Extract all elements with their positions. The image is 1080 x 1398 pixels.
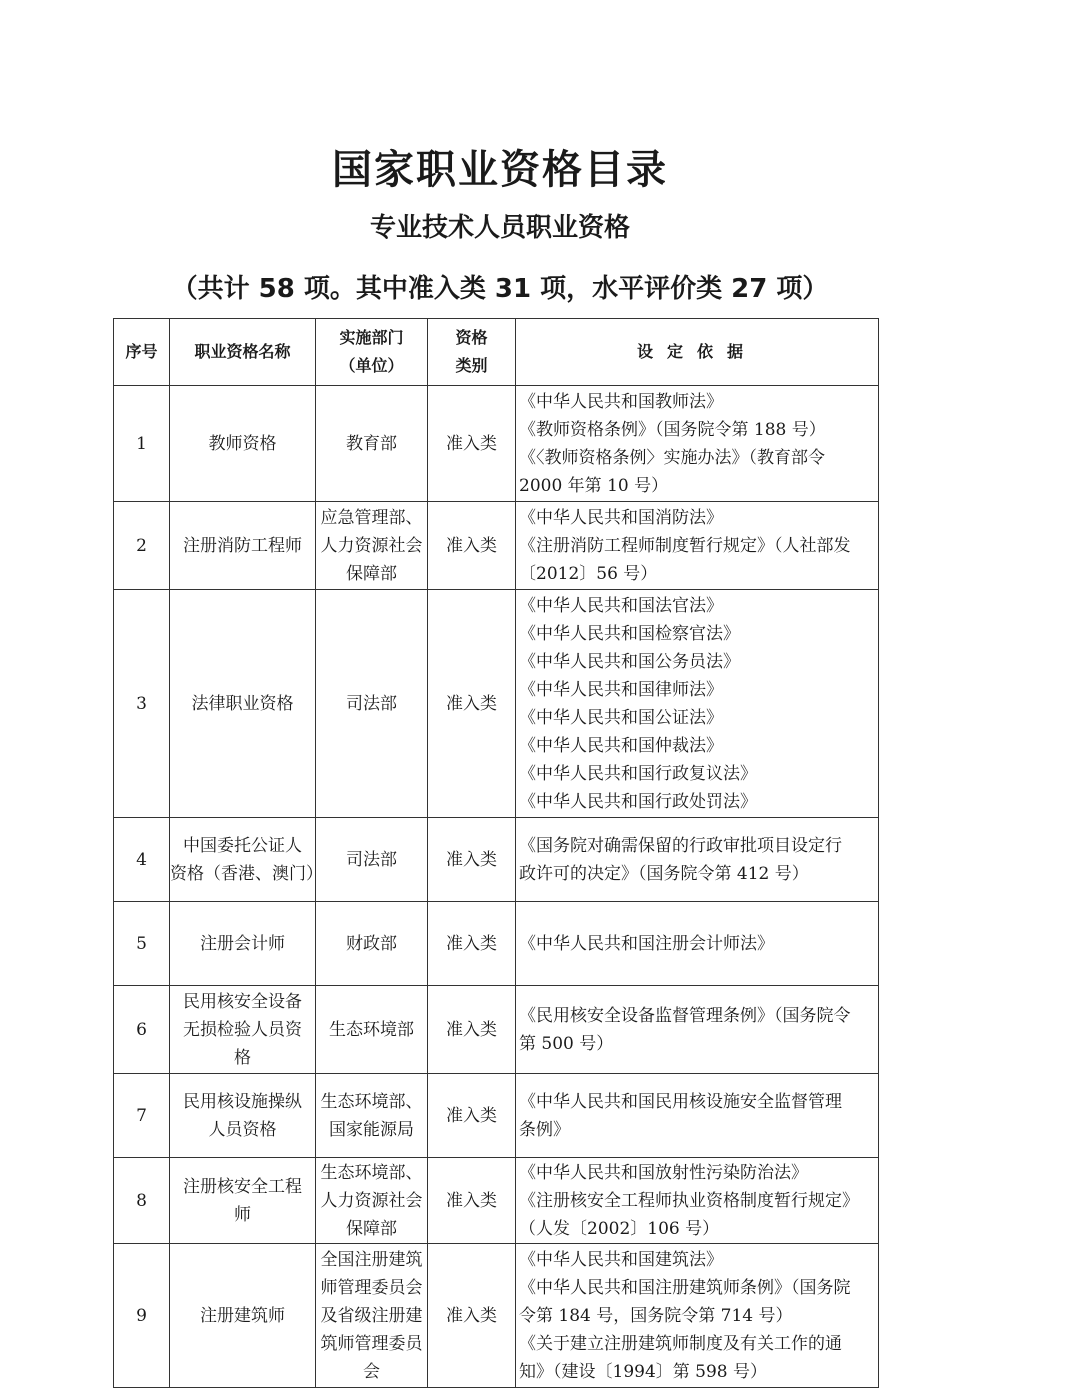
header-basis: 设定依据 — [516, 319, 879, 386]
qualification-name-line: 民用核安全设备 — [183, 991, 302, 1012]
department-line: 全国注册建筑 — [320, 1249, 423, 1270]
qualification-name — [170, 818, 323, 902]
qualification-name — [170, 1244, 316, 1388]
department-line: 生态环境部、 — [320, 1162, 423, 1183]
legal-basis-line: 〔2012〕56 号） — [519, 563, 658, 584]
implementing-department — [316, 902, 428, 986]
header-type — [428, 319, 516, 386]
legal-basis-line: 《中华人民共和国行政处罚法》 — [519, 791, 757, 812]
legal-basis-line: 《教师资格条例》（国务院令第 188 号） — [519, 419, 826, 440]
header-type-line: 类别 — [455, 356, 488, 375]
qualification-name-line: 教师资格 — [208, 433, 277, 454]
row-number: 9 — [114, 1244, 170, 1388]
qualification-name-line: 格 — [234, 1047, 251, 1068]
legal-basis — [516, 386, 879, 502]
legal-basis — [516, 590, 879, 818]
row-number: 7 — [114, 1074, 170, 1158]
row-number: 6 — [114, 986, 170, 1074]
table-row — [114, 502, 879, 590]
department-line: 保障部 — [346, 563, 397, 584]
row-number: 8 — [114, 1158, 170, 1244]
qualification-type: 准入类 — [428, 1074, 516, 1158]
legal-basis-line: 2000 年第 10 号） — [519, 475, 669, 496]
legal-basis-line: 《中华人民共和国民用核设施安全监督管理 — [519, 1091, 842, 1112]
qualification-name-line: 资格（香港、澳门） — [170, 863, 323, 884]
header-dept-line: （单位） — [339, 356, 404, 375]
qualification-type: 准入类 — [428, 986, 516, 1074]
header-dept-line: 实施部门 — [339, 328, 404, 347]
legal-basis-line: 《中华人民共和国注册建筑师条例》（国务院 — [519, 1277, 851, 1298]
qualification-name-line: 师 — [234, 1204, 251, 1225]
department-line: 生态环境部 — [329, 1019, 414, 1040]
legal-basis-line: 《中华人民共和国行政复议法》 — [519, 763, 757, 784]
legal-basis-line: 知》（建设〔1994〕第 598 号） — [519, 1361, 768, 1382]
qualification-type: 准入类 — [428, 902, 516, 986]
qualification-name — [170, 502, 316, 590]
implementing-department — [316, 502, 428, 590]
table-row — [114, 818, 879, 902]
department-line: 筑师管理委员 — [320, 1333, 423, 1354]
legal-basis-line: 令第 184 号，国务院令第 714 号） — [519, 1305, 793, 1326]
legal-basis-line: 《中华人民共和国公证法》 — [519, 707, 723, 728]
table-row — [114, 386, 879, 502]
implementing-department — [316, 986, 428, 1074]
department-line: 师管理委员会 — [320, 1277, 423, 1298]
legal-basis-line: 《注册消防工程师制度暂行规定》（人社部发 — [519, 535, 851, 556]
table-row — [114, 1244, 879, 1388]
legal-basis-line: 政许可的决定》（国务院令第 412 号） — [519, 863, 809, 884]
legal-basis-line: 《中华人民共和国公务员法》 — [519, 651, 740, 672]
implementing-department — [316, 818, 428, 902]
qualification-type: 准入类 — [428, 818, 516, 902]
legal-basis-line: 《中华人民共和国检察官法》 — [519, 623, 740, 644]
implementing-department — [316, 590, 428, 818]
table-row — [114, 986, 879, 1074]
legal-basis-line: （人发〔2002〕106 号） — [519, 1218, 720, 1239]
row-number: 5 — [114, 902, 170, 986]
qualification-type: 准入类 — [428, 1244, 516, 1388]
implementing-department — [316, 1074, 428, 1158]
department-line: 应急管理部、 — [320, 507, 423, 528]
qualification-name — [170, 986, 316, 1074]
page-title: 国家职业资格目录 — [332, 147, 668, 193]
header-name: 职业资格名称 — [170, 319, 316, 386]
qualification-name-line: 无损检验人员资 — [183, 1019, 302, 1040]
page-subtitle: 专业技术人员职业资格 — [369, 213, 630, 243]
table-row — [114, 1074, 879, 1158]
legal-basis-line: 《中华人民共和国放射性污染防治法》 — [519, 1162, 808, 1183]
qualification-name-line: 中国委托公证人 — [183, 835, 302, 856]
legal-basis — [516, 1074, 879, 1158]
qualification-name-line: 注册消防工程师 — [183, 535, 302, 556]
legal-basis — [516, 902, 879, 986]
legal-basis — [516, 502, 879, 590]
legal-basis-line: 条例》 — [519, 1119, 570, 1140]
department-line: 国家能源局 — [329, 1119, 414, 1140]
legal-basis-line: 《中华人民共和国律师法》 — [519, 679, 723, 700]
department-line: 司法部 — [346, 693, 397, 714]
department-line: 保障部 — [346, 1218, 397, 1239]
qualification-name-line: 注册核安全工程 — [183, 1176, 302, 1197]
legal-basis — [516, 818, 879, 902]
header-dept — [316, 319, 428, 386]
qualification-name-line: 人员资格 — [208, 1119, 277, 1140]
qualification-name-line: 注册建筑师 — [200, 1305, 285, 1326]
legal-basis-line: 《民用核安全设备监督管理条例》（国务院令 — [519, 1005, 851, 1026]
qualification-name — [170, 590, 316, 818]
legal-basis-line: 《中华人民共和国仲裁法》 — [519, 735, 723, 756]
legal-basis-line: 《中华人民共和国注册会计师法》 — [519, 933, 774, 954]
legal-basis-line: 第 500 号） — [519, 1033, 614, 1054]
legal-basis-line: 《〈教师资格条例〉实施办法》（教育部令 — [519, 447, 825, 468]
legal-basis — [516, 1244, 879, 1388]
row-number: 1 — [114, 386, 170, 502]
table-body — [114, 386, 879, 1388]
implementing-department — [316, 1158, 428, 1244]
qualification-name-line: 注册会计师 — [200, 933, 285, 954]
table-row — [114, 902, 879, 986]
qualification-name-line: 民用核设施操纵 — [183, 1091, 302, 1112]
header-no: 序号 — [114, 319, 170, 386]
row-number: 2 — [114, 502, 170, 590]
department-line: 及省级注册建 — [320, 1305, 423, 1326]
legal-basis-line: 《注册核安全工程师执业资格制度暂行规定》 — [519, 1190, 859, 1211]
legal-basis-line: 《中华人民共和国消防法》 — [519, 507, 723, 528]
qualification-name-line: 法律职业资格 — [191, 693, 294, 714]
department-line: 人力资源社会 — [320, 535, 423, 556]
implementing-department — [316, 1244, 428, 1388]
department-line: 教育部 — [346, 433, 397, 454]
qualification-type: 准入类 — [428, 386, 516, 502]
qualification-type: 准入类 — [428, 502, 516, 590]
summary-line: （共计 58 项。其中准入类 31 项，水平评价类 27 项） — [171, 274, 829, 304]
qualification-type: 准入类 — [428, 590, 516, 818]
qualification-name — [170, 902, 316, 986]
department-line: 司法部 — [346, 849, 397, 870]
department-line: 生态环境部、 — [320, 1091, 423, 1112]
qualification-name — [170, 386, 316, 502]
row-number: 4 — [114, 818, 170, 902]
legal-basis-line: 《国务院对确需保留的行政审批项目设定行 — [519, 835, 842, 856]
legal-basis — [516, 1158, 879, 1244]
qualification-name — [170, 1158, 316, 1244]
implementing-department — [316, 386, 428, 502]
row-number: 3 — [114, 590, 170, 818]
department-line: 人力资源社会 — [320, 1190, 423, 1211]
header-type-line: 资格 — [455, 328, 488, 347]
qualification-table — [113, 318, 879, 1388]
legal-basis-line: 《中华人民共和国法官法》 — [519, 595, 723, 616]
table-row — [114, 1158, 879, 1244]
legal-basis — [516, 986, 879, 1074]
department-line: 会 — [363, 1361, 380, 1382]
table-header-row — [114, 319, 879, 386]
qualification-type: 准入类 — [428, 1158, 516, 1244]
table-row — [114, 590, 879, 818]
legal-basis-line: 《关于建立注册建筑师制度及有关工作的通 — [519, 1333, 842, 1354]
department-line: 财政部 — [346, 933, 397, 954]
legal-basis-line: 《中华人民共和国教师法》 — [519, 391, 723, 412]
legal-basis-line: 《中华人民共和国建筑法》 — [519, 1249, 723, 1270]
qualification-name — [170, 1074, 316, 1158]
